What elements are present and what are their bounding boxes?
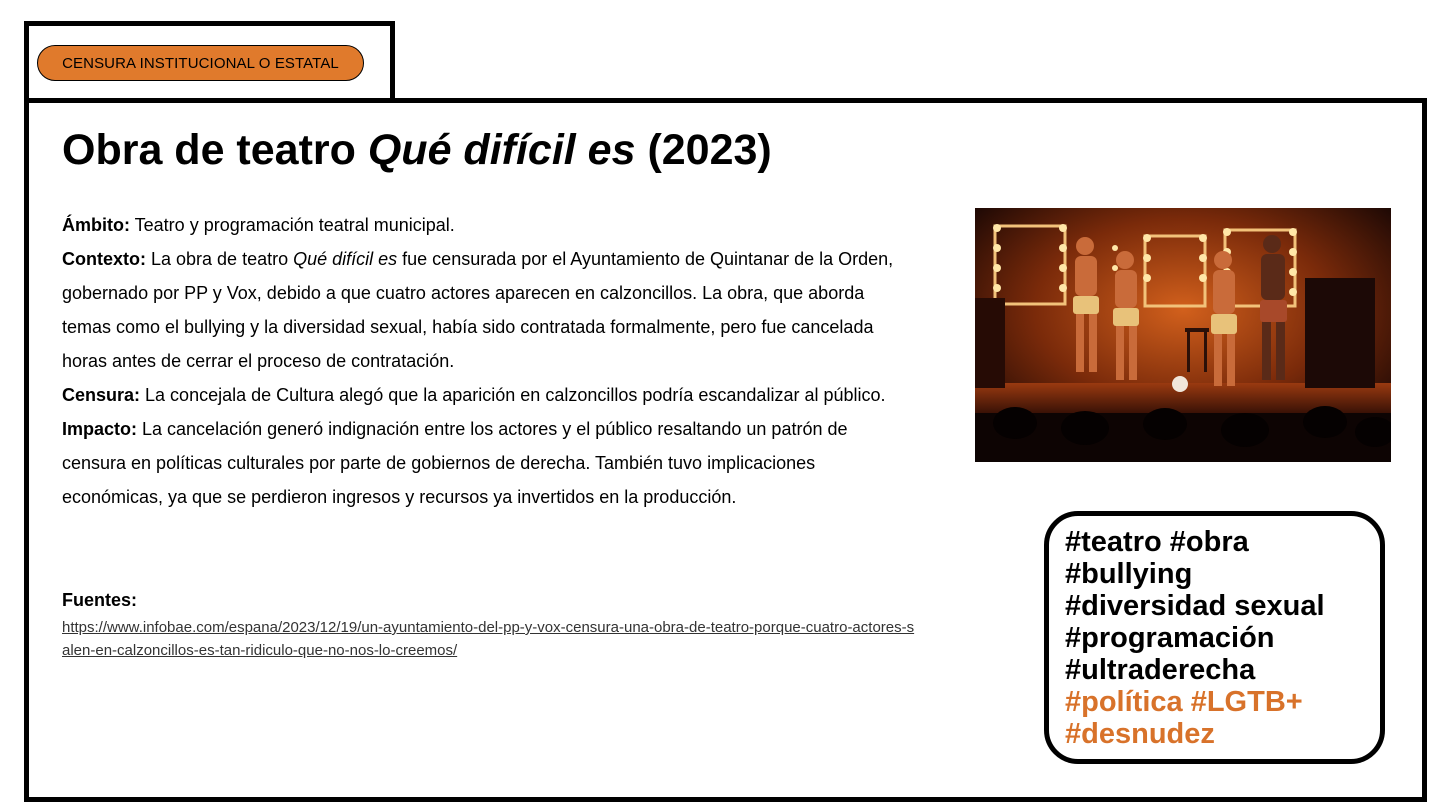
impacto-paragraph xyxy=(62,412,902,514)
category-badge: CENSURA INSTITUCIONAL O ESTATAL xyxy=(37,45,364,81)
impacto-label: Impacto: xyxy=(62,419,138,439)
hashtag-line: #bullying xyxy=(1065,558,1193,590)
hashtag-line: #ultraderecha xyxy=(1065,654,1256,686)
hashtag-line-accent: #desnudez xyxy=(1065,718,1215,750)
contexto-text-1: La obra de teatro xyxy=(146,249,294,269)
hashtag-line: #diversidad sexual xyxy=(1065,590,1325,622)
censura-text: La concejala de Cultura alegó que la aparición en calzoncillos podría escandalizar al público. xyxy=(140,385,886,405)
impacto-text: La cancelación generó indignación entre los actores y el público resaltando un patrón de censura en políticas culturales por parte de gobiernos de derecha. También tuvo implicaciones económicas, ya que se perdieron ingresos y recursos ya invertidos en la producción. xyxy=(62,419,848,507)
title-prefix: Obra de teatro xyxy=(62,126,368,174)
title-suffix: (2023) xyxy=(635,126,772,174)
source-link[interactable]: https://www.infobae.com/espana/2023/12/19/un-ayuntamiento-del-pp-y-vox-censura-una-obra-de-teatro-porque-cuatro-actores-salen-en-calzoncillos-es-tan-ridiculo-que-no-nos-lo-creemos/ xyxy=(62,619,915,659)
sources-label: Fuentes: xyxy=(62,590,138,610)
contexto-label: Contexto: xyxy=(62,249,146,269)
ambito-paragraph xyxy=(62,208,902,242)
contexto-paragraph xyxy=(62,242,902,378)
hashtags-box xyxy=(1044,511,1385,764)
ambito-label: Ámbito: xyxy=(62,215,130,235)
case-description xyxy=(62,208,902,514)
hashtag-line: #programación xyxy=(1065,622,1275,654)
hashtag-line: #teatro #obra xyxy=(1065,526,1249,558)
page-title xyxy=(62,124,772,176)
theatre-photo xyxy=(975,208,1391,462)
contexto-text-2: fue censurada por el Ayuntamiento de Quintanar de la Orden, gobernado por PP y Vox, debido a que cuatro actores aparecen en calzoncillos. La obra, que aborda temas como el bullying y la diversidad sexual, había sido contratada formalmente, pero fue cancelada horas antes de cerrar el proceso de contratación. xyxy=(62,249,894,371)
title-work: Qué difícil es xyxy=(367,126,636,174)
ambito-text: Teatro y programación teatral municipal. xyxy=(129,215,455,235)
censura-paragraph xyxy=(62,378,902,412)
censura-label: Censura: xyxy=(62,385,141,405)
hashtag-line-accent: #política #LGTB+ xyxy=(1065,686,1303,718)
contexto-work-title: Qué difícil es xyxy=(293,249,398,269)
